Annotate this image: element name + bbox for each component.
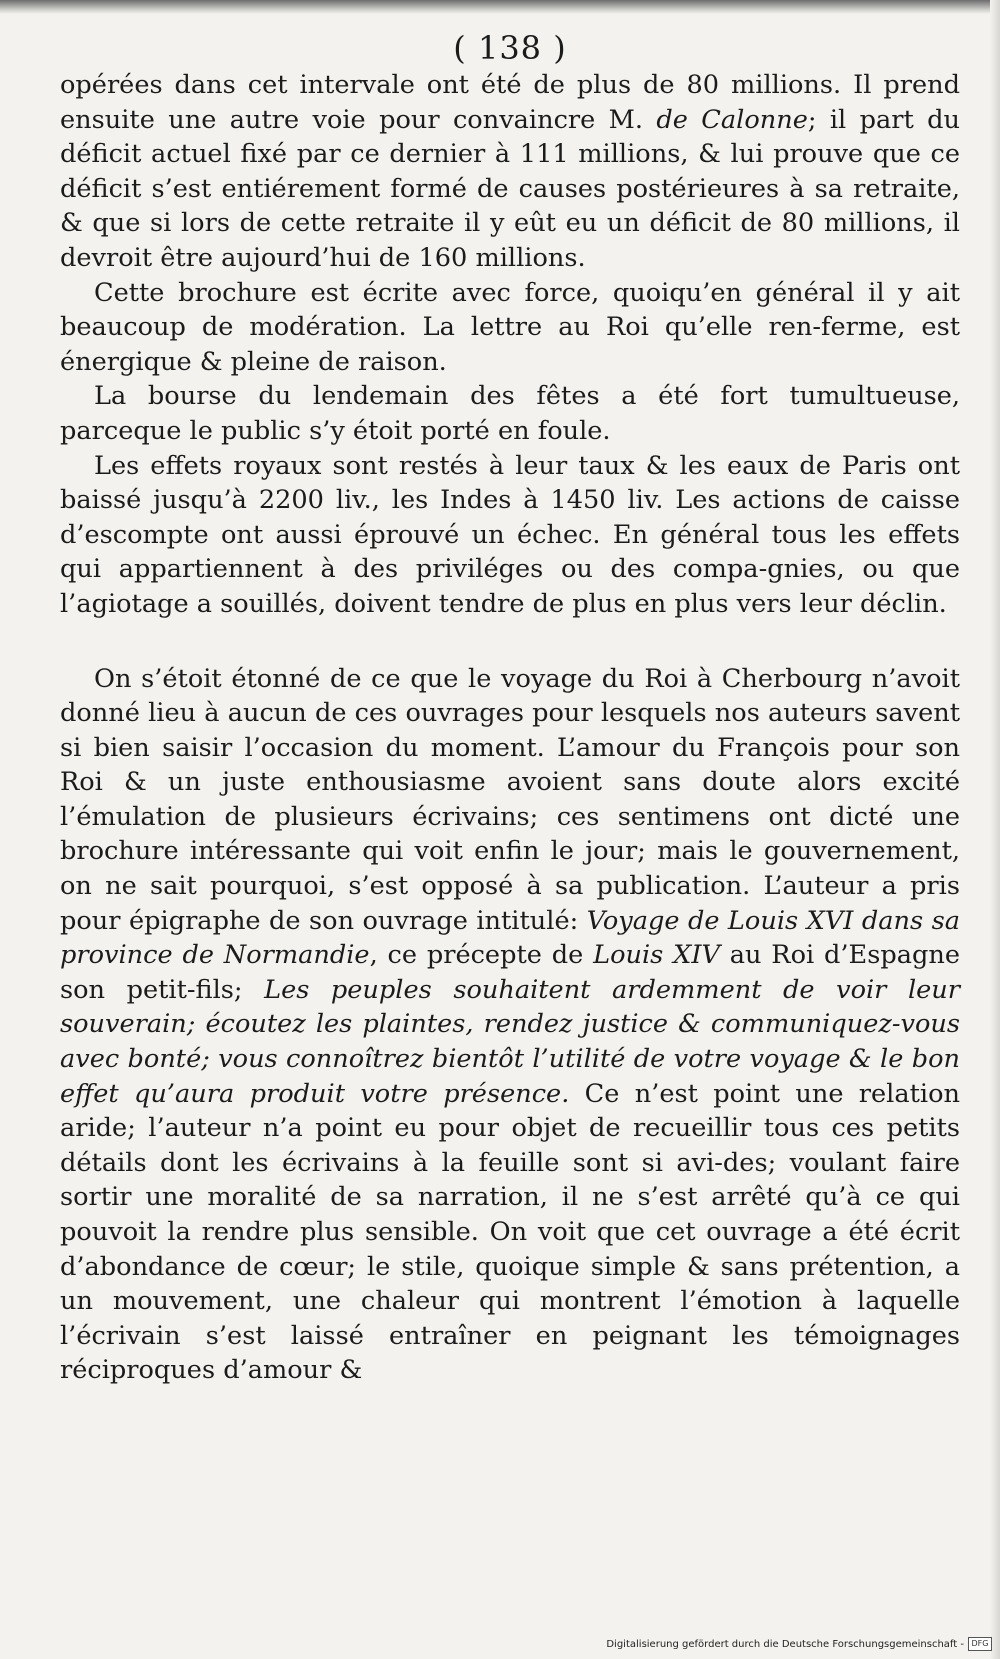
- text-run: ; il part du déficit actuel fixé par ce dernier à 111 millions, & lui prouve que ce déficit s’est entiérement formé de causes postérieures à sa retraite, & que si lors de cette retraite il y eût eu un déficit de 80 millions, il devroit être aujourd’hui de 160 millions.: [60, 104, 960, 273]
- text-run: , ce précepte de: [369, 940, 594, 971]
- italic-run: Les peuples souhaitent ardemment de voir leur souverain; écoutez les plaintes, rendez justice & communiquez-vous avec bonté; vous connoîtrez bientôt l’utilité de votre voyage & le bon effet qu’aura produit votre présence.: [60, 974, 961, 1109]
- body-text: [60, 68, 960, 1388]
- digitization-credit: [606, 1637, 992, 1651]
- credit-text: Digitalisierung gefördert durch die Deutsche Forschungsgemeinschaft -: [606, 1638, 964, 1650]
- paragraph: [60, 449, 960, 622]
- paragraph: [60, 662, 960, 1388]
- paragraph: [60, 379, 960, 448]
- section-gap: [60, 622, 960, 662]
- text-run: Les effets royaux sont restés à leur taux & les eaux de Paris ont baissé jusqu’à 2200 liv., les Indes à 1450 liv. Les actions de caisse d’escompte ont aussi éprouvé un échec. En général tous les effets qui appartiennent à des priviléges ou des compa-gnies, ou que l’agiotage a souillés, doivent tendre de plus en plus vers leur déclin.: [60, 450, 960, 619]
- text-run: opérées dans cet intervale ont été de plus de 80 millions. Il prend ensuite une autre voie pour convaincre M.: [60, 70, 960, 135]
- italic-run: Louis XIV: [593, 940, 720, 971]
- text-run: La bourse du lendemain des fêtes a été fort tumultueuse, parceque le public s’y étoit porté en foule.: [60, 381, 960, 446]
- italic-run: Voyage de Louis XVI dans sa province de Normandie: [60, 905, 960, 971]
- scan-top-edge: [0, 0, 1000, 14]
- paragraph: [60, 276, 960, 380]
- text-run: On s’étoit étonné de ce que le voyage du Roi à Cherbourg n’avoit donné lieu à aucun de ces ouvrages pour lesquels nos auteurs savent si bien saisir l’occasion du moment. L’amour du François pour son Roi & un juste enthousiasme avoient sans doute alors excité l’émulation de plusieurs écrivains; ces sentimens ont dicté une brochure intéressante qui voit enfin le jour; mais le gouvernement, on ne sait pourquoi, s’est opposé à sa publication. L’auteur a pris pour épigraphe de son ouvrage intitulé:: [60, 663, 960, 936]
- page-number: ( 138 ): [453, 29, 567, 67]
- text-run: au Roi d’Espagne son petit-fils;: [60, 940, 960, 1005]
- scan-right-edge: [990, 0, 1000, 1659]
- italic-run: de Calonne: [656, 104, 808, 135]
- paragraph: [60, 68, 960, 276]
- text-run: Cette brochure est écrite avec force, quoiqu’en général il y ait beaucoup de modération. La lettre au Roi qu’elle ren-ferme, est énergique & pleine de raison.: [60, 277, 960, 377]
- dfg-logo-icon: DFG: [968, 1637, 992, 1651]
- text-run: Ce n’est point une relation aride; l’auteur n’a point eu pour objet de recueillir tous ces petits détails dont les écrivains à la feuille sont si avi-des; voulant faire sortir une moralité de sa narration, il ne s’est arrêté qu’à ce qui pouvoit la rendre plus sensible. On voit que cet ouvrage a été écrit d’abondance de cœur; le stile, quoique simple & sans prétention, a un mouvement, une chaleur qui montrent l’émotion à laquelle l’écrivain s’est laissé entraîner en peignant les témoignages réciproques d’amour &: [60, 1078, 960, 1386]
- document-page: [60, 28, 960, 1388]
